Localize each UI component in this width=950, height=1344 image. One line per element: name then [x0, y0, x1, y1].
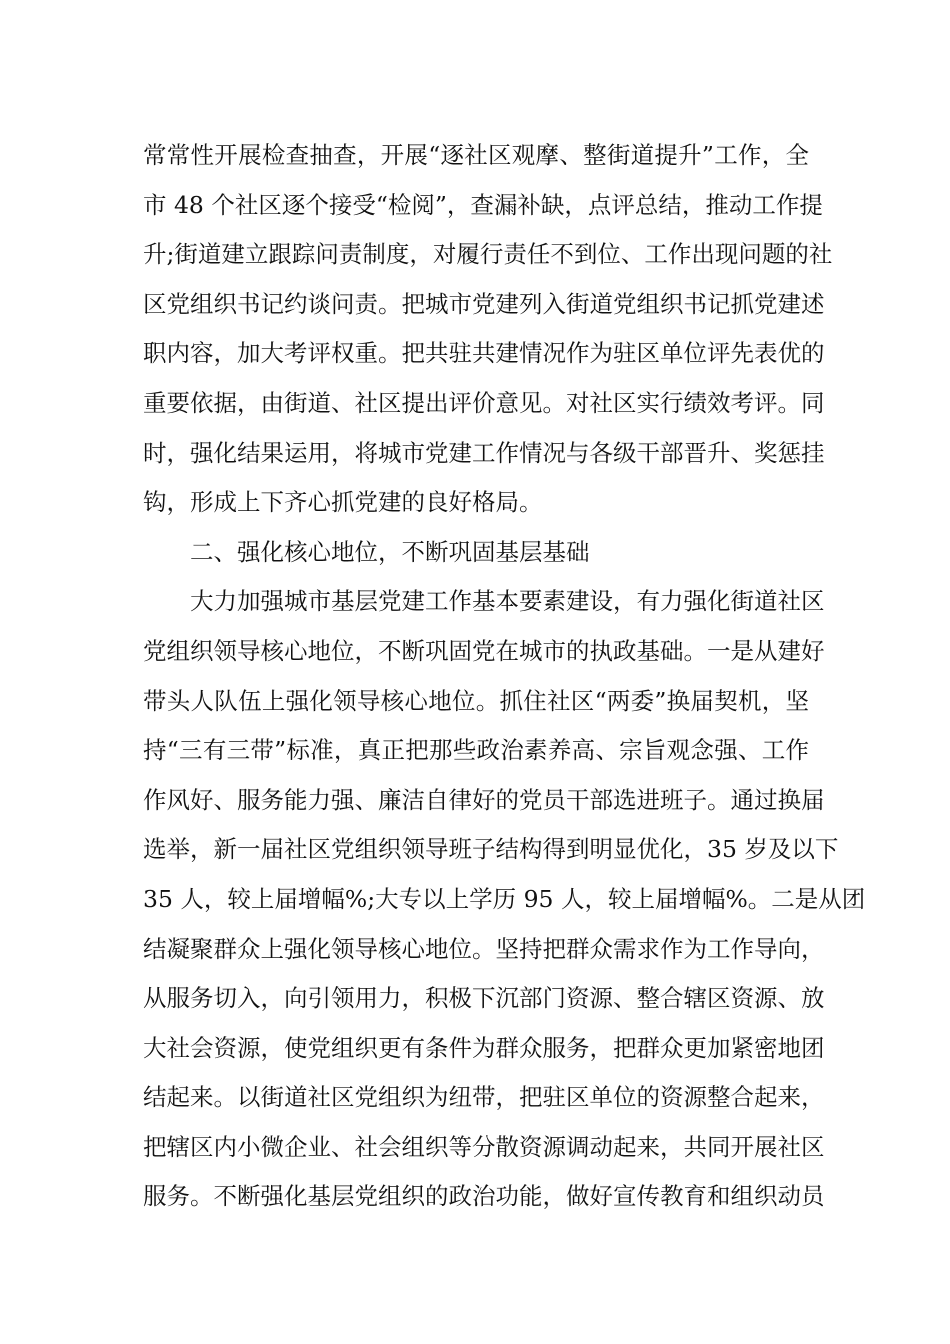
- text-line: 持“三有三带”标准，真正把那些政治素养高、宗旨观念强、工作: [143, 736, 809, 765]
- text-line: 常常性开展检查抽查，开展“逐社区观摩、整街道提升”工作，全: [143, 141, 809, 169]
- text-line: 大力加强城市基层党建工作基本要素建设，有力强化街道社区: [190, 587, 825, 616]
- text-line: 结凝聚群众上强化领导核心地位。坚持把群众需求作为工作导向，: [143, 934, 825, 963]
- text-line: 服务。不断强化基层党组织的政治功能，做好宣传教育和组织动员: [143, 1182, 825, 1211]
- text-line: 带头人队伍上强化领导核心地位。抓住社区“两委”换届契机，坚: [143, 686, 809, 715]
- text-line: 35 人，较上届增幅%;大专以上学历 95 人，较上届增幅%。二是从团: [143, 884, 866, 913]
- text-line: 从服务切入，向引领用力，积极下沉部门资源、整合辖区资源、放: [143, 984, 825, 1013]
- text-line: 选举，新一届社区党组织领导班子结构得到明显优化，35 岁及以下: [143, 835, 839, 864]
- text-line: 重要依据，由街道、社区提出评价意见。对社区实行绩效考评。同: [143, 388, 825, 417]
- text-line: 把辖区内小微企业、社会组织等分散资源调动起来，共同开展社区: [143, 1132, 825, 1161]
- text-line: 区党组织书记约谈问责。把城市党建列入街道党组织书记抓党建述: [143, 289, 825, 318]
- text-line: 作风好、服务能力强、廉洁自律好的党员干部选进班子。通过换届: [143, 785, 825, 814]
- text-line: 升;街道建立跟踪问责制度，对履行责任不到位、工作出现问题的社: [143, 240, 833, 269]
- text-line: 大社会资源，使党组织更有条件为群众服务，把群众更加紧密地团: [143, 1033, 825, 1062]
- text-line: 时，强化结果运用，将城市党建工作情况与各级干部晋升、奖惩挂: [143, 438, 825, 467]
- text-line: 职内容，加大考评权重。把共驻共建情况作为驻区单位评先表优的: [143, 339, 825, 368]
- text-line: 市 48 个社区逐个接受“检阅”，查漏补缺，点评总结，推动工作提: [143, 190, 823, 219]
- text-line: 钩，形成上下齐心抓党建的良好格局。: [143, 488, 543, 517]
- text-line: 党组织领导核心地位，不断巩固党在城市的执政基础。一是从建好: [143, 636, 825, 665]
- document-body: [143, 131, 866, 1222]
- text-line: 结起来。以街道社区党组织为纽带，把驻区单位的资源整合起来，: [143, 1083, 825, 1112]
- section-heading: 二、强化核心地位，不断巩固基层基础: [190, 537, 590, 566]
